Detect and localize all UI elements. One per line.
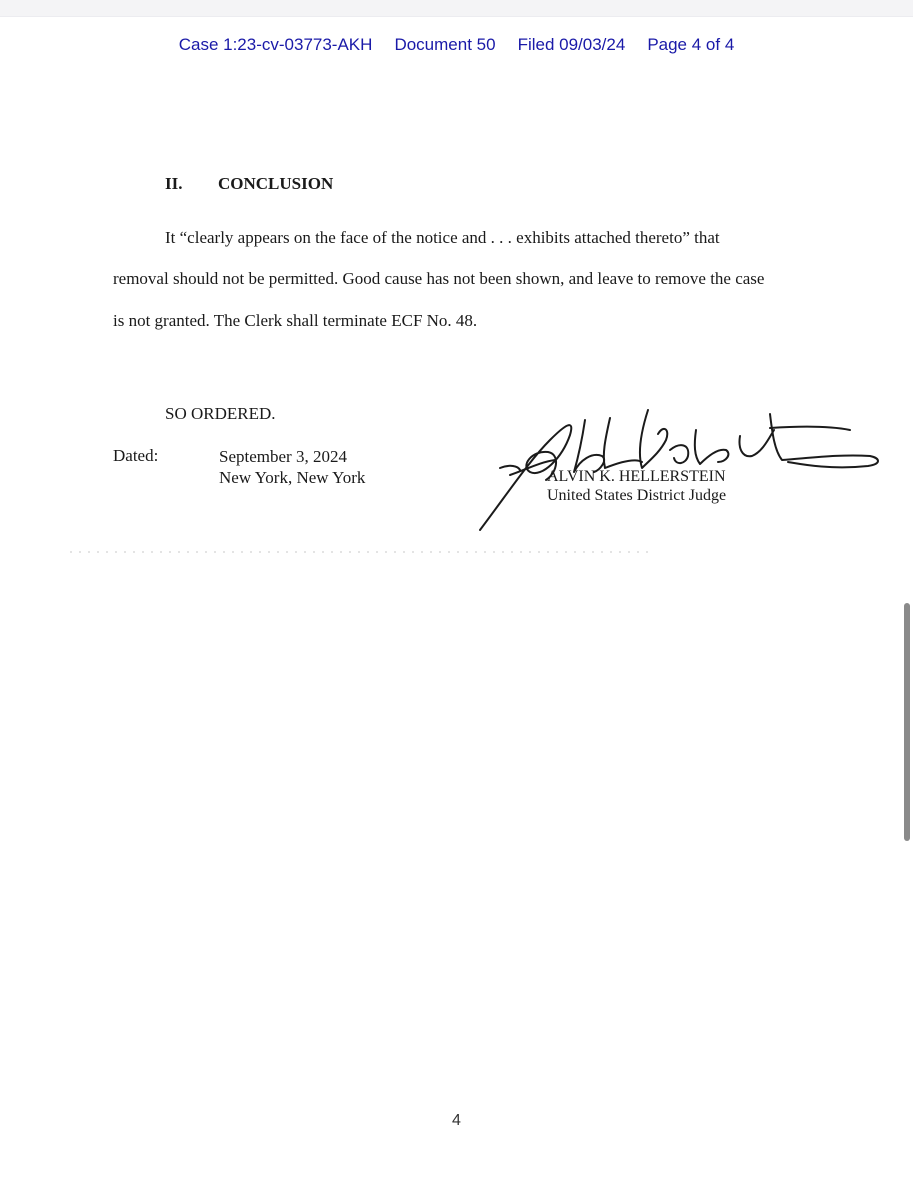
document-number: Document 50 [394, 35, 496, 54]
so-ordered: SO ORDERED. [165, 404, 276, 423]
filed-date: Filed 09/03/24 [517, 35, 626, 54]
case-number: Case 1:23-cv-03773-AKH [178, 35, 373, 54]
date-value: September 3, 2024 [219, 447, 347, 466]
judge-title: United States District Judge [547, 487, 727, 504]
vertical-scrollbar[interactable] [904, 603, 910, 841]
ecf-filing-header [0, 35, 913, 55]
body-line-3: is not granted. The Clerk shall terminate ECF No. 48. [113, 311, 478, 330]
page-number: 4 [452, 1112, 461, 1129]
dated-label: Dated: [113, 446, 159, 465]
section-number: II. [165, 174, 183, 193]
dated-block [219, 446, 365, 488]
body-line-1: It “clearly appears on the face of the notice and . . . exhibits attached thereto” that [165, 228, 720, 247]
judge-name: ALVIN K. HELLERSTEIN [547, 468, 726, 485]
page-indicator: Page 4 of 4 [647, 35, 735, 54]
place-value: New York, New York [219, 468, 366, 487]
section-title: CONCLUSION [218, 174, 334, 193]
section-heading [165, 174, 333, 194]
body-line-2: removal should not be permitted. Good cause has not been shown, and leave to remove the case [113, 269, 765, 288]
scan-artifact-line [70, 551, 650, 553]
viewer-top-bar [0, 0, 913, 17]
